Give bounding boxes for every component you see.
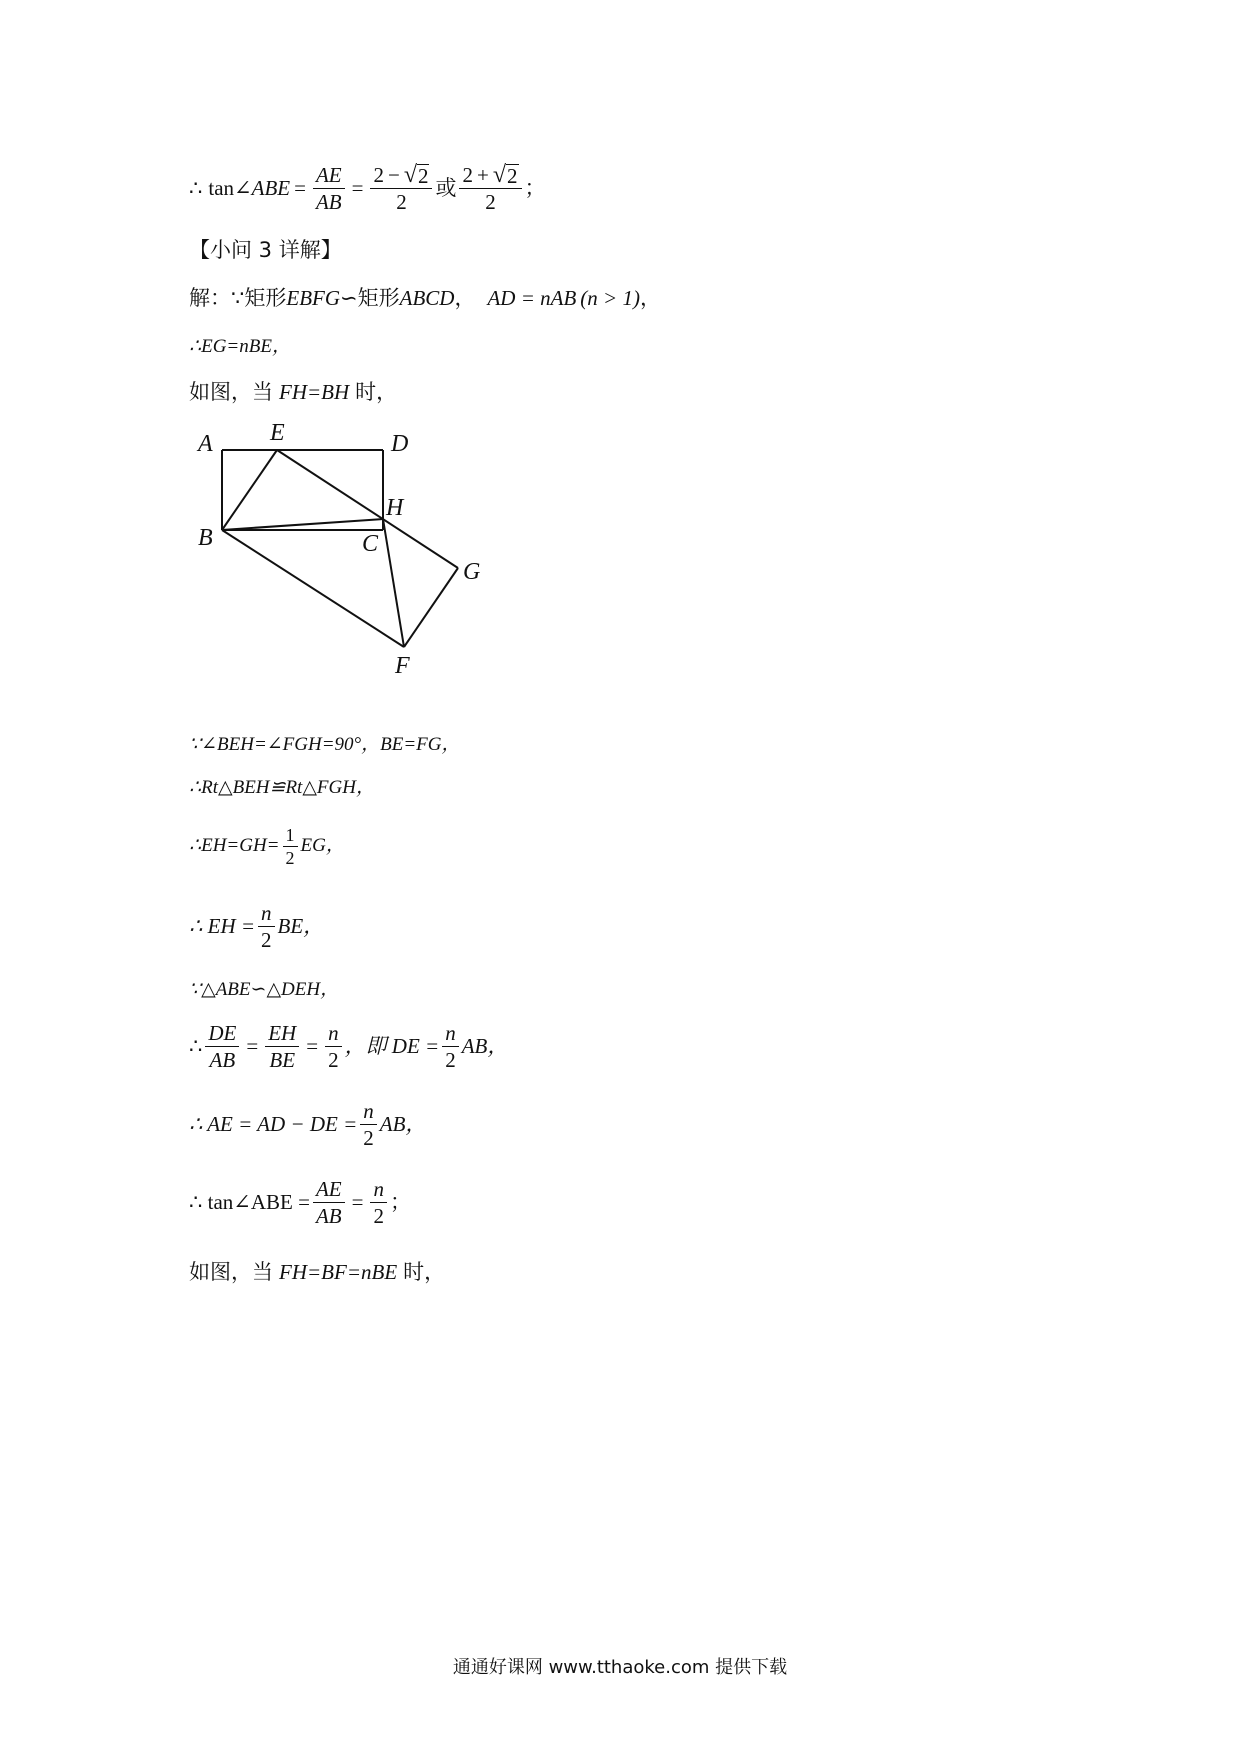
fraction-denominator: 2 [485, 189, 496, 214]
when-text: 时， [403, 1260, 446, 1284]
eh-prefix: ∴ EH = [189, 914, 256, 938]
ad-equals-nab: AD = nAB [487, 286, 577, 310]
line-eh-nbe [189, 896, 324, 956]
eg-nbe-text: ∴EG=nBE， [189, 336, 291, 357]
line-ae [189, 1094, 426, 1154]
fraction-denominator: AB [315, 1203, 342, 1228]
tan-text: tan [208, 176, 235, 200]
as-figure-text: 如图，当 [189, 1260, 273, 1284]
congruent-text: ∴Rt△BEH≌Rt△FGH， [189, 777, 375, 798]
fraction-numerator: DE [205, 1020, 239, 1047]
num-2: 2 [462, 162, 473, 187]
fh-bh-condition: FH=BH [279, 380, 350, 404]
radical-sign: √ [403, 161, 417, 188]
therefore-symbol: ∴ [189, 176, 203, 200]
label-c: C [362, 531, 379, 557]
segment-hf [383, 519, 404, 647]
fraction-denominator: 2 [396, 189, 407, 214]
fraction-2-plus-sqrt2 [459, 162, 521, 215]
n-condition: (n > 1) [580, 286, 640, 310]
fraction-denominator: 2 [328, 1047, 339, 1072]
fraction-half [283, 824, 298, 869]
equals: = [294, 176, 306, 200]
line-eh-gh [189, 818, 345, 874]
fraction-denominator: AB [209, 1047, 236, 1072]
line-case2 [189, 1258, 445, 1286]
fraction-denominator: 2 [373, 1203, 384, 1228]
fraction-de-ab [205, 1020, 239, 1073]
ab-suffix: AB， [379, 1112, 427, 1136]
fraction-numerator [459, 162, 521, 189]
radicand: 2 [507, 163, 518, 188]
fraction-denominator: BE [269, 1047, 296, 1072]
segment-eb [222, 450, 277, 530]
fraction-n-2 [442, 1020, 459, 1073]
footer-text: 通通好课网 www.tthaoke.com 提供下载 [452, 1657, 788, 1678]
line-tan-result [189, 158, 546, 218]
fraction-denominator: 2 [445, 1047, 456, 1072]
namely-de-text: ，即 DE = [344, 1034, 440, 1058]
equals: = [351, 176, 364, 200]
label-b: B [198, 525, 213, 551]
fraction-denominator: 2 [285, 847, 295, 868]
fraction-denominator: 2 [261, 927, 272, 952]
fraction-n-2 [325, 1020, 342, 1073]
radical-sign: √ [492, 161, 506, 188]
sqrt [404, 163, 430, 187]
as-figure-text: 如图，当 [189, 380, 273, 404]
line-tan-n2 [189, 1170, 411, 1234]
line-eg-nbe [189, 333, 291, 361]
line-case1 [189, 378, 397, 406]
similar-text: ∵△ABE∽△DEH， [189, 979, 340, 1000]
angle-abe: ∠ABE [234, 176, 291, 200]
fraction-n-2 [370, 1176, 387, 1229]
or-text: 或 [435, 176, 457, 200]
label-h: H [386, 495, 404, 521]
ab-suffix: AB， [461, 1034, 509, 1058]
fraction-n-2 [258, 900, 275, 953]
fraction-n-2 [360, 1098, 377, 1151]
plus: + [476, 162, 489, 187]
tan-prefix: ∴ tan∠ABE = [189, 1190, 310, 1214]
semicolon: ； [524, 176, 546, 200]
segment-gf [404, 568, 458, 647]
solution-prefix: 解：∵矩形 [189, 286, 287, 310]
fraction-eh-be [265, 1020, 299, 1073]
eh-gh-prefix: ∴EH=GH= [189, 835, 280, 856]
similar-rect-text: ∽矩形 [340, 286, 400, 310]
label-f: F [395, 653, 410, 679]
fraction-numerator: 1 [283, 824, 298, 847]
num-2: 2 [373, 162, 384, 187]
label-a: A [198, 431, 213, 457]
label-g: G [463, 559, 481, 585]
equals: = [306, 1034, 319, 1058]
ae-prefix: ∴ AE = AD − DE = [189, 1112, 358, 1136]
line-right-angles [189, 731, 461, 759]
fraction-denominator: 2 [363, 1125, 374, 1150]
right-angles-text: ∵∠BEH=∠FGH=90°，BE=FG， [189, 734, 461, 755]
section-heading-text: 【小问 3 详解】 [189, 238, 342, 262]
geometry-figure [190, 415, 500, 680]
sqrt [493, 163, 519, 187]
fraction-numerator: n [360, 1098, 377, 1125]
fraction-numerator: n [442, 1020, 459, 1047]
fraction-numerator: EH [265, 1020, 299, 1047]
fraction-ae-ab [313, 162, 345, 215]
therefore-symbol: ∴ [189, 1034, 203, 1058]
fraction-numerator: n [325, 1020, 342, 1047]
section-heading [189, 236, 342, 264]
fraction-numerator: n [258, 900, 275, 927]
fh-bf-condition: FH=BF=nBE [279, 1260, 398, 1284]
fraction-numerator [370, 162, 432, 189]
semicolon: ； [389, 1190, 411, 1214]
fraction-denominator: AB [315, 189, 342, 214]
line-similar [189, 976, 339, 1004]
line-ratio [189, 1014, 508, 1078]
segment-bh [222, 519, 383, 530]
comma: ， [639, 286, 661, 310]
fraction-numerator: n [370, 1176, 387, 1203]
rect-ebfg: EBFG [286, 286, 341, 310]
equals: = [351, 1190, 364, 1214]
page-footer [0, 1653, 1240, 1679]
fraction-numerator: AE [313, 1176, 345, 1203]
minus: − [387, 162, 400, 187]
radicand: 2 [417, 163, 429, 188]
label-e: E [270, 420, 285, 446]
comma: ， [454, 286, 476, 310]
fraction-numerator: AE [313, 162, 345, 189]
fraction-2-minus-sqrt2 [370, 162, 432, 215]
equals: = [246, 1034, 259, 1058]
fraction-ae-ab [313, 1176, 345, 1229]
when-text: 时， [355, 380, 398, 404]
be-suffix: BE， [277, 914, 325, 938]
line-premise [189, 284, 661, 312]
eg-suffix: EG， [300, 835, 345, 856]
rect-abcd: ABCD [399, 286, 455, 310]
label-d: D [391, 431, 409, 457]
line-congruent [189, 774, 375, 802]
